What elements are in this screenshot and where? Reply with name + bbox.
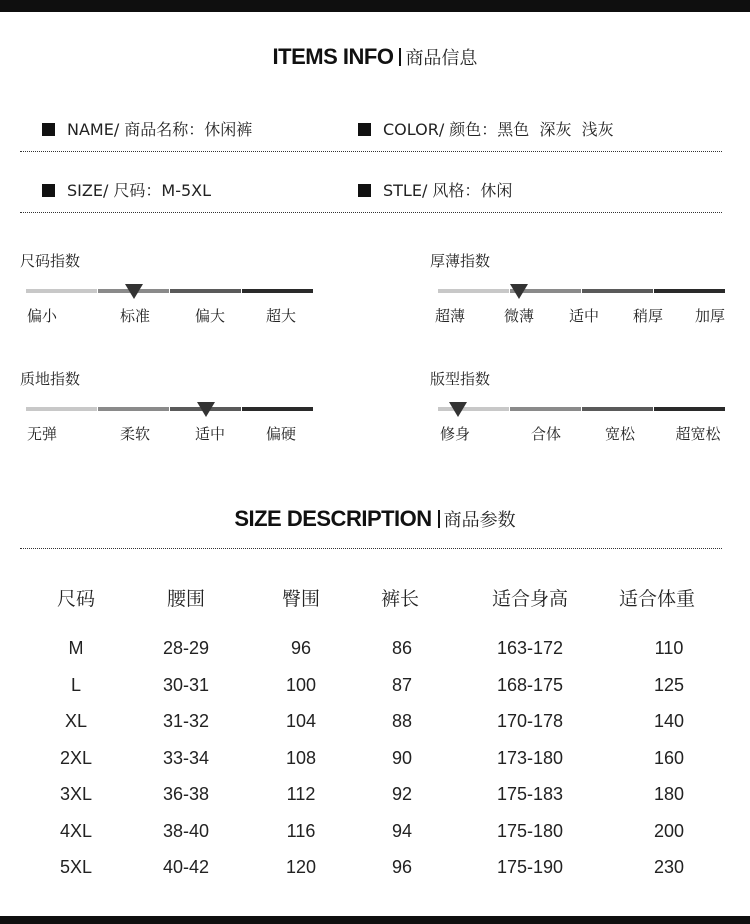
pointer-triangle-icon bbox=[449, 402, 467, 417]
scale-label: 适中 bbox=[568, 307, 600, 325]
table-cell: 104 bbox=[285, 711, 317, 731]
scale-segment bbox=[26, 289, 97, 293]
dotted-divider bbox=[20, 151, 722, 152]
table-cell: 168-175 bbox=[496, 674, 564, 695]
thickness-index-track bbox=[438, 289, 726, 293]
texture-index-track bbox=[26, 407, 314, 411]
heading-separator bbox=[399, 48, 401, 66]
texture-index-title: 质地指数 bbox=[20, 370, 81, 388]
scale-label: 超宽松 bbox=[675, 425, 721, 443]
table-cell: 33-34 bbox=[162, 747, 210, 768]
info-size-text: SIZE/ 尺码：M-5XL bbox=[67, 181, 212, 200]
table-cell: L bbox=[70, 674, 82, 695]
table-cell: 116 bbox=[286, 820, 316, 841]
scale-segment bbox=[438, 289, 509, 293]
scale-segment bbox=[170, 289, 241, 293]
dotted-divider bbox=[20, 548, 722, 549]
table-cell: 100 bbox=[285, 674, 317, 695]
info-size bbox=[42, 183, 211, 199]
table-header-cell: 腰围 bbox=[166, 588, 206, 610]
items-info-heading bbox=[0, 46, 750, 68]
table-cell: 86 bbox=[391, 638, 413, 658]
square-bullet-icon bbox=[42, 123, 55, 136]
table-cell: 96 bbox=[290, 638, 312, 658]
table-cell: 170-178 bbox=[496, 711, 564, 731]
table-cell: 88 bbox=[391, 711, 413, 731]
table-cell: 110 bbox=[654, 638, 684, 658]
info-name bbox=[42, 122, 252, 138]
table-header-cell: 适合身高 bbox=[491, 588, 569, 610]
scale-label: 微薄 bbox=[503, 307, 535, 325]
info-color-text: COLOR/ 颜色：黑色 深灰 浅灰 bbox=[383, 120, 614, 139]
fit-index-title: 版型指数 bbox=[430, 370, 491, 388]
square-bullet-icon bbox=[42, 184, 55, 197]
table-cell: 90 bbox=[391, 747, 413, 768]
scale-segment bbox=[510, 407, 581, 411]
pointer-triangle-icon bbox=[510, 284, 528, 299]
table-cell: 180 bbox=[653, 784, 685, 804]
table-cell: 96 bbox=[391, 857, 413, 877]
thickness-index-title: 厚薄指数 bbox=[430, 252, 491, 270]
scale-segment bbox=[654, 407, 725, 411]
table-cell: 92 bbox=[391, 784, 413, 804]
table-cell: 31-32 bbox=[162, 711, 210, 731]
table-cell: 40-42 bbox=[162, 857, 210, 877]
table-cell: 3XL bbox=[59, 784, 93, 804]
table-cell: 163-172 bbox=[496, 638, 564, 658]
table-header-cell: 臀围 bbox=[281, 588, 321, 610]
table-cell: XL bbox=[64, 711, 88, 731]
scale-label: 无弹 bbox=[26, 425, 58, 443]
table-cell: 125 bbox=[653, 674, 685, 695]
table-cell: 230 bbox=[653, 857, 685, 877]
table-cell: 4XL bbox=[59, 820, 93, 841]
scale-segment bbox=[242, 407, 313, 411]
table-cell: 2XL bbox=[59, 747, 93, 768]
scale-label: 稍厚 bbox=[632, 307, 664, 325]
table-cell: 5XL bbox=[59, 857, 93, 877]
info-style-text: STLE/ 风格：休闲 bbox=[383, 181, 513, 200]
heading-separator bbox=[438, 510, 440, 528]
size-description-title-cn: 商品参数 bbox=[443, 510, 516, 531]
scale-label: 超薄 bbox=[434, 307, 466, 325]
scale-segment bbox=[582, 289, 653, 293]
scale-label: 合体 bbox=[530, 425, 562, 443]
scale-label: 标准 bbox=[119, 307, 151, 325]
scale-label: 适中 bbox=[194, 425, 226, 443]
table-cell: 87 bbox=[391, 674, 413, 695]
scale-label: 偏小 bbox=[26, 307, 58, 325]
scale-segment bbox=[242, 289, 313, 293]
square-bullet-icon bbox=[358, 123, 371, 136]
bottom-bar bbox=[0, 916, 750, 924]
dotted-divider bbox=[20, 212, 722, 213]
table-cell: 120 bbox=[285, 857, 317, 877]
size-description-title-en: SIZE DESCRIPTION bbox=[234, 506, 432, 531]
table-cell: 108 bbox=[285, 747, 317, 768]
scale-segment bbox=[582, 407, 653, 411]
pointer-triangle-icon bbox=[125, 284, 143, 299]
scale-label: 偏硬 bbox=[265, 425, 297, 443]
info-color bbox=[358, 122, 614, 138]
table-cell: 173-180 bbox=[496, 747, 564, 768]
scale-segment bbox=[654, 289, 725, 293]
top-bar bbox=[0, 0, 750, 12]
table-header-cell: 裤长 bbox=[380, 588, 420, 610]
table-cell: 175-180 bbox=[496, 820, 564, 841]
table-cell: 160 bbox=[653, 747, 685, 768]
table-cell: 38-40 bbox=[162, 820, 210, 841]
scale-label: 偏大 bbox=[194, 307, 226, 325]
scale-label: 超大 bbox=[265, 307, 297, 325]
info-style bbox=[358, 183, 512, 199]
table-header-cell: 尺码 bbox=[56, 588, 96, 610]
size-index-title: 尺码指数 bbox=[20, 252, 81, 270]
scale-label: 柔软 bbox=[119, 425, 151, 443]
table-cell: 200 bbox=[653, 820, 685, 841]
square-bullet-icon bbox=[358, 184, 371, 197]
table-cell: 112 bbox=[286, 784, 316, 804]
table-cell: M bbox=[68, 638, 84, 658]
size-description-heading bbox=[0, 508, 750, 530]
scale-label: 加厚 bbox=[694, 307, 726, 325]
scale-segment bbox=[26, 407, 97, 411]
info-name-text: NAME/ 商品名称：休闲裤 bbox=[67, 120, 253, 139]
table-cell: 94 bbox=[391, 820, 413, 841]
table-header-cell: 适合体重 bbox=[618, 588, 696, 610]
table-cell: 175-190 bbox=[496, 857, 564, 877]
table-cell: 175-183 bbox=[496, 784, 564, 804]
pointer-triangle-icon bbox=[197, 402, 215, 417]
table-cell: 36-38 bbox=[162, 784, 210, 804]
items-info-title-cn: 商品信息 bbox=[405, 48, 478, 69]
table-cell: 140 bbox=[653, 711, 685, 731]
size-index-track bbox=[26, 289, 314, 293]
fit-index-track bbox=[438, 407, 726, 411]
table-cell: 30-31 bbox=[162, 674, 210, 695]
scale-label: 宽松 bbox=[604, 425, 636, 443]
scale-segment bbox=[98, 407, 169, 411]
scale-label: 修身 bbox=[439, 425, 471, 443]
items-info-title-en: ITEMS INFO bbox=[272, 44, 394, 69]
table-cell: 28-29 bbox=[162, 638, 210, 658]
